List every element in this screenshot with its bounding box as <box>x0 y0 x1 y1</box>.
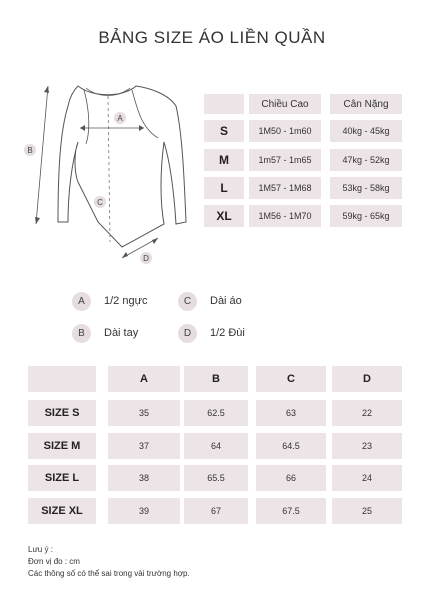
header-weight: Cân Nặng <box>330 94 402 114</box>
measure-row-label-xl: SIZE XL <box>28 498 96 524</box>
legend-d-marker: D <box>178 324 197 343</box>
weight-s: 40kg - 45kg <box>330 120 402 142</box>
page-title: BẢNG SIZE ÁO LIỀN QUẦN <box>98 28 326 47</box>
measure-s-d: 22 <box>332 400 402 426</box>
measure-xl-b: 67 <box>184 498 248 524</box>
measure-l-a: 38 <box>108 465 180 491</box>
marker-d-label: D <box>143 254 149 263</box>
measure-header-c: C <box>256 366 326 392</box>
legend-c-marker: C <box>178 292 197 311</box>
size-label-xl: XL <box>204 205 244 227</box>
center-guide <box>108 96 110 242</box>
measure-row-label-s: SIZE S <box>28 400 96 426</box>
header-blank <box>204 94 244 114</box>
measure-a-arrow-right <box>139 125 144 131</box>
legend-d-text: 1/2 Đùi <box>210 327 245 339</box>
raglan-seam-right <box>132 90 158 138</box>
legend-b-marker: B <box>72 324 91 343</box>
weight-xl: 59kg - 65kg <box>330 205 402 227</box>
measure-b-line <box>36 86 48 224</box>
note-unit: Đơn vị đo : cm <box>28 557 80 566</box>
measure-m-b: 64 <box>184 433 248 459</box>
legend-a-marker: A <box>72 292 91 311</box>
height-xl: 1M56 - 1M70 <box>249 205 321 227</box>
legend-a-text: 1/2 ngực <box>104 295 148 307</box>
legend-c-text: Dài áo <box>210 295 242 307</box>
measure-xl-d: 25 <box>332 498 402 524</box>
measure-xl-a: 39 <box>108 498 180 524</box>
note-title: Lưu ý : <box>28 545 53 554</box>
note-disclaimer: Các thông số có thể sai trong vài trường hợp. <box>28 569 190 578</box>
measure-m-c: 64.5 <box>256 433 326 459</box>
marker-b-label: B <box>27 146 33 155</box>
height-s: 1M50 - 1m60 <box>249 120 321 142</box>
bodysuit-outline <box>58 86 186 247</box>
measure-a-arrow-left <box>80 125 85 131</box>
weight-l: 53kg - 58kg <box>330 177 402 199</box>
header-height: Chiều Cao <box>249 94 321 114</box>
measure-m-a: 37 <box>108 433 180 459</box>
measure-xl-c: 67.5 <box>256 498 326 524</box>
measure-header-b: B <box>184 366 248 392</box>
measure-s-c: 63 <box>256 400 326 426</box>
measure-d-arrow-right <box>152 238 158 244</box>
height-m: 1m57 - 1m65 <box>249 149 321 171</box>
measure-s-a: 35 <box>108 400 180 426</box>
weight-m: 47kg - 52kg <box>330 149 402 171</box>
measure-m-d: 23 <box>332 433 402 459</box>
measure-header-d: D <box>332 366 402 392</box>
measure-l-b: 65.5 <box>184 465 248 491</box>
raglan-seam-left <box>84 90 89 144</box>
size-label-s: S <box>204 120 244 142</box>
measure-header-a: A <box>108 366 180 392</box>
measure-row-label-m: SIZE M <box>28 433 96 459</box>
legend-b-text: Dài tay <box>104 327 139 339</box>
measure-l-d: 24 <box>332 465 402 491</box>
height-l: 1M57 - 1M68 <box>249 177 321 199</box>
measure-s-b: 62.5 <box>184 400 248 426</box>
measure-l-c: 66 <box>256 465 326 491</box>
measure-header-blank <box>28 366 96 392</box>
measure-d-arrow-left <box>122 252 128 258</box>
marker-c-label: C <box>97 198 103 207</box>
bodysuit-diagram <box>18 72 198 272</box>
marker-a-label: A <box>117 114 123 123</box>
size-label-l: L <box>204 177 244 199</box>
size-label-m: M <box>204 149 244 171</box>
measure-row-label-l: SIZE L <box>28 465 96 491</box>
